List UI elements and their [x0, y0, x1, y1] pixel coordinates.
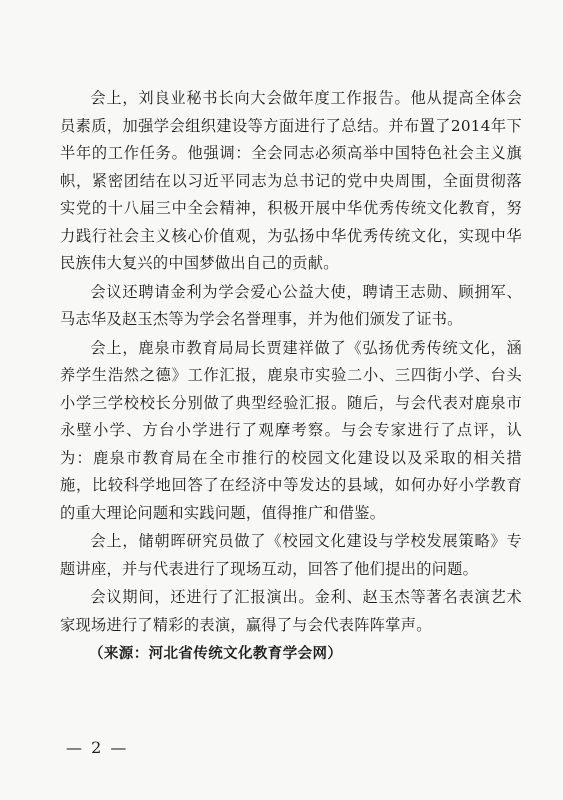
- paragraph-annual-report: 会上，刘良业秘书长向大会做年度工作报告。他从提高全体会员素质，加强学会组织建设等方面进行了总结。并布置了2014年下半年的工作任务。他强调：全会同志必须高举中国特色社会主义旗帜，紧密团结在以习近平同志为总书记的党中央周围，全面贯彻落实党的十八届三中全会精神，积极开展中华优秀传统文化教育，努力践行社会主义核心价值观，为弘扬中华优秀传统文化，实现中华民族伟大复兴的中国梦做出自己的贡献。: [60, 89, 522, 272]
- paragraph-lecture: 会上，储朝晖研究员做了《校园文化建设与学校发展策略》专题讲座，并与代表进行了现场互动，回答了他们提出的问题。: [60, 532, 522, 578]
- paragraph-appointments: 会议还聘请金利为学会爱心公益大使，聘请王志勋、顾拥军、马志华及赵玉杰等为学会名誉理事，并为他们颁发了证书。: [60, 282, 522, 328]
- page-number: — 2 —: [66, 738, 129, 757]
- document-body: [60, 85, 522, 667]
- paragraph-luquan-report: 会上，鹿泉市教育局局长贾建祥做了《弘扬优秀传统文化，涵养学生浩然之德》工作汇报，鹿泉市实验二小、三四街小学、台头小学三学校校长分别做了典型经验汇报。随后，与会代表对鹿泉市永壁小学、方台小学进行了观摩考察。与会专家进行了点评，认为：鹿泉市教育局在全市推行的校园文化建设以及采取的相关措施，比较科学地回答了在经济中等发达的县域，如何办好小学教育的重大理论问题和实践问题，值得推广和借鉴。: [60, 338, 522, 522]
- source-note: （来源：河北省传统文化教育学会网）: [89, 645, 343, 662]
- paragraph-performance: 会议期间，还进行了汇报演出。金利、赵玉杰等著名表演艺术家现场进行了精彩的表演，赢得了与会代表阵阵掌声。: [60, 588, 522, 634]
